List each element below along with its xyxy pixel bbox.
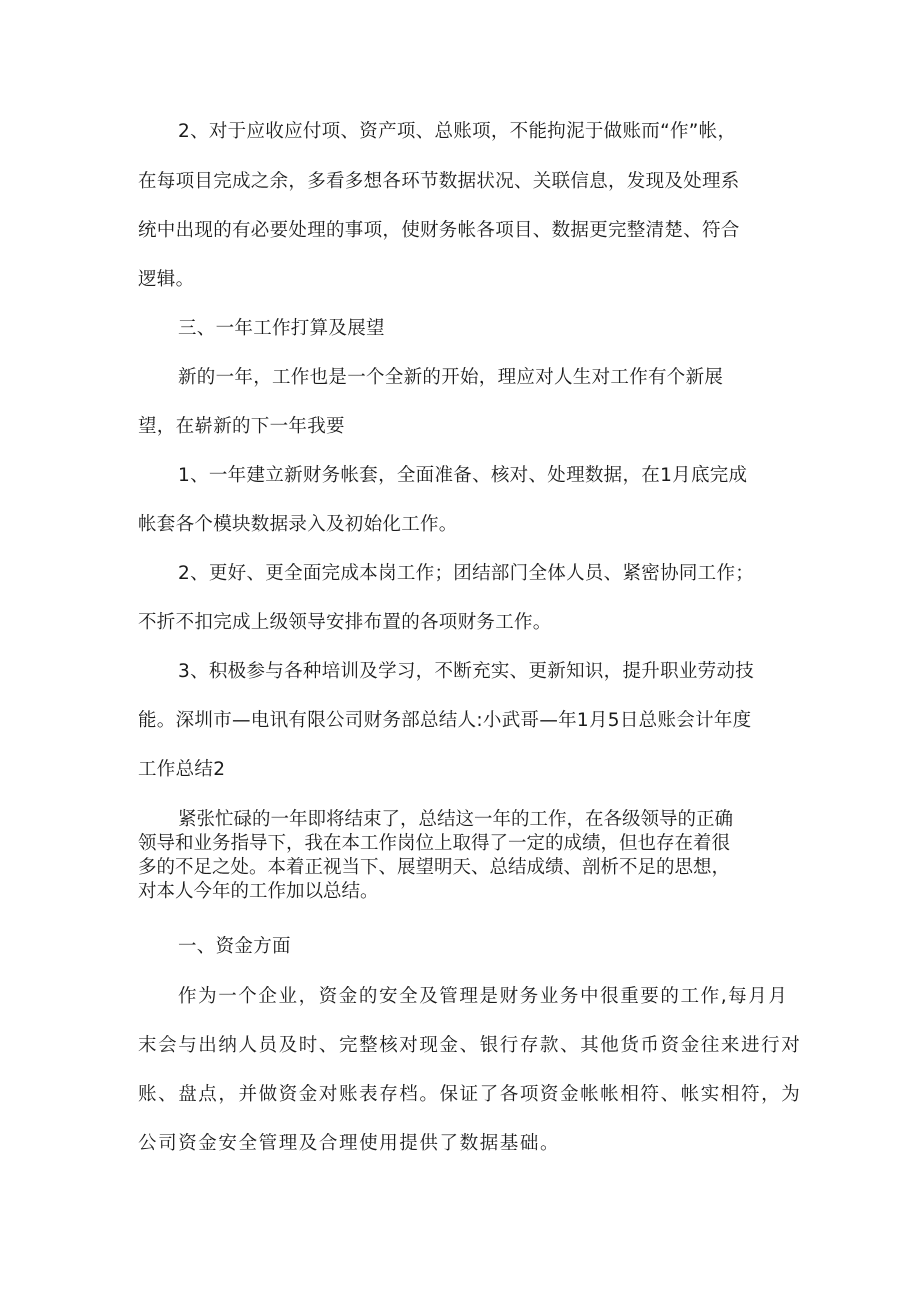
summary-paragraph — [138, 808, 733, 904]
paragraph-line: 1、一年建立新财务帐套，全面准备、核对、处理数据，在1月底完成 — [178, 465, 748, 486]
paragraph-line: 帐套各个模块数据录入及初始化工作。 — [138, 514, 458, 535]
paragraph-line: 望，在崭新的下一年我要 — [138, 416, 345, 437]
paragraph-line: 3、积极参与各种培训及学习，不断充实、更新知识，提升职业劳动技 — [178, 661, 755, 682]
paragraph-line: 在每项目完成之余，多看多想各环节数据状况、关联信息，发现及处理系 — [138, 171, 740, 192]
paragraph-line: 账、盘点，并做资金对账表存档。保证了各项资金帐帐相符、帐实相符，为 — [138, 1084, 802, 1105]
paragraph-line: 统中出现的有必要处理的事项，使财务帐各项目、数据更完整清楚、符合 — [138, 220, 740, 241]
paragraph-line: 能。深圳市—电讯有限公司财务部总结人:小武哥—年1月5日总账会计年度 — [138, 710, 752, 731]
paragraph-line: 末会与出纳人员及时、完整核对现金、银行存款、其他货币资金往来进行对 — [138, 1035, 802, 1056]
document-title-line: 工作总结2 — [138, 759, 226, 780]
paragraph-line: 紧张忙碌的一年即将结束了，总结这一年的工作，在各级领导的正确 — [178, 809, 734, 830]
section-heading: 三、一年工作打算及展望 — [178, 318, 385, 339]
paragraph-line: 2、对于应收应付项、资产项、总账项，不能拘泥于做账而“作”帐， — [178, 121, 737, 142]
paragraph-line: 新的一年，工作也是一个全新的开始，理应对人生对工作有个新展 — [178, 367, 724, 388]
paragraph-line: 领导和业务指导下，我在本工作岗位上取得了一定的成绩，但也存在着很 — [138, 833, 731, 854]
paragraph-line: 公司资金安全管理及合理使用提供了数据基础。 — [138, 1133, 561, 1154]
paragraph-line: 不折不扣完成上级领导安排布置的各项财务工作。 — [138, 612, 552, 633]
paragraph-line: 2、更好、更全面完成本岗工作；团结部门全体人员、紧密协同工作； — [178, 563, 755, 584]
paragraph-line: 逻辑。 — [138, 269, 195, 290]
section-heading: 一、资金方面 — [178, 936, 291, 957]
paragraph-line: 对本人今年的工作加以总结。 — [138, 881, 379, 902]
paragraph-line: 多的不足之处。本着正视当下、展望明天、总结成绩、剖析不足的思想， — [138, 857, 731, 878]
paragraph-line: 作为一个企业，资金的安全及管理是财务业务中很重要的工作,每月月 — [178, 986, 789, 1007]
